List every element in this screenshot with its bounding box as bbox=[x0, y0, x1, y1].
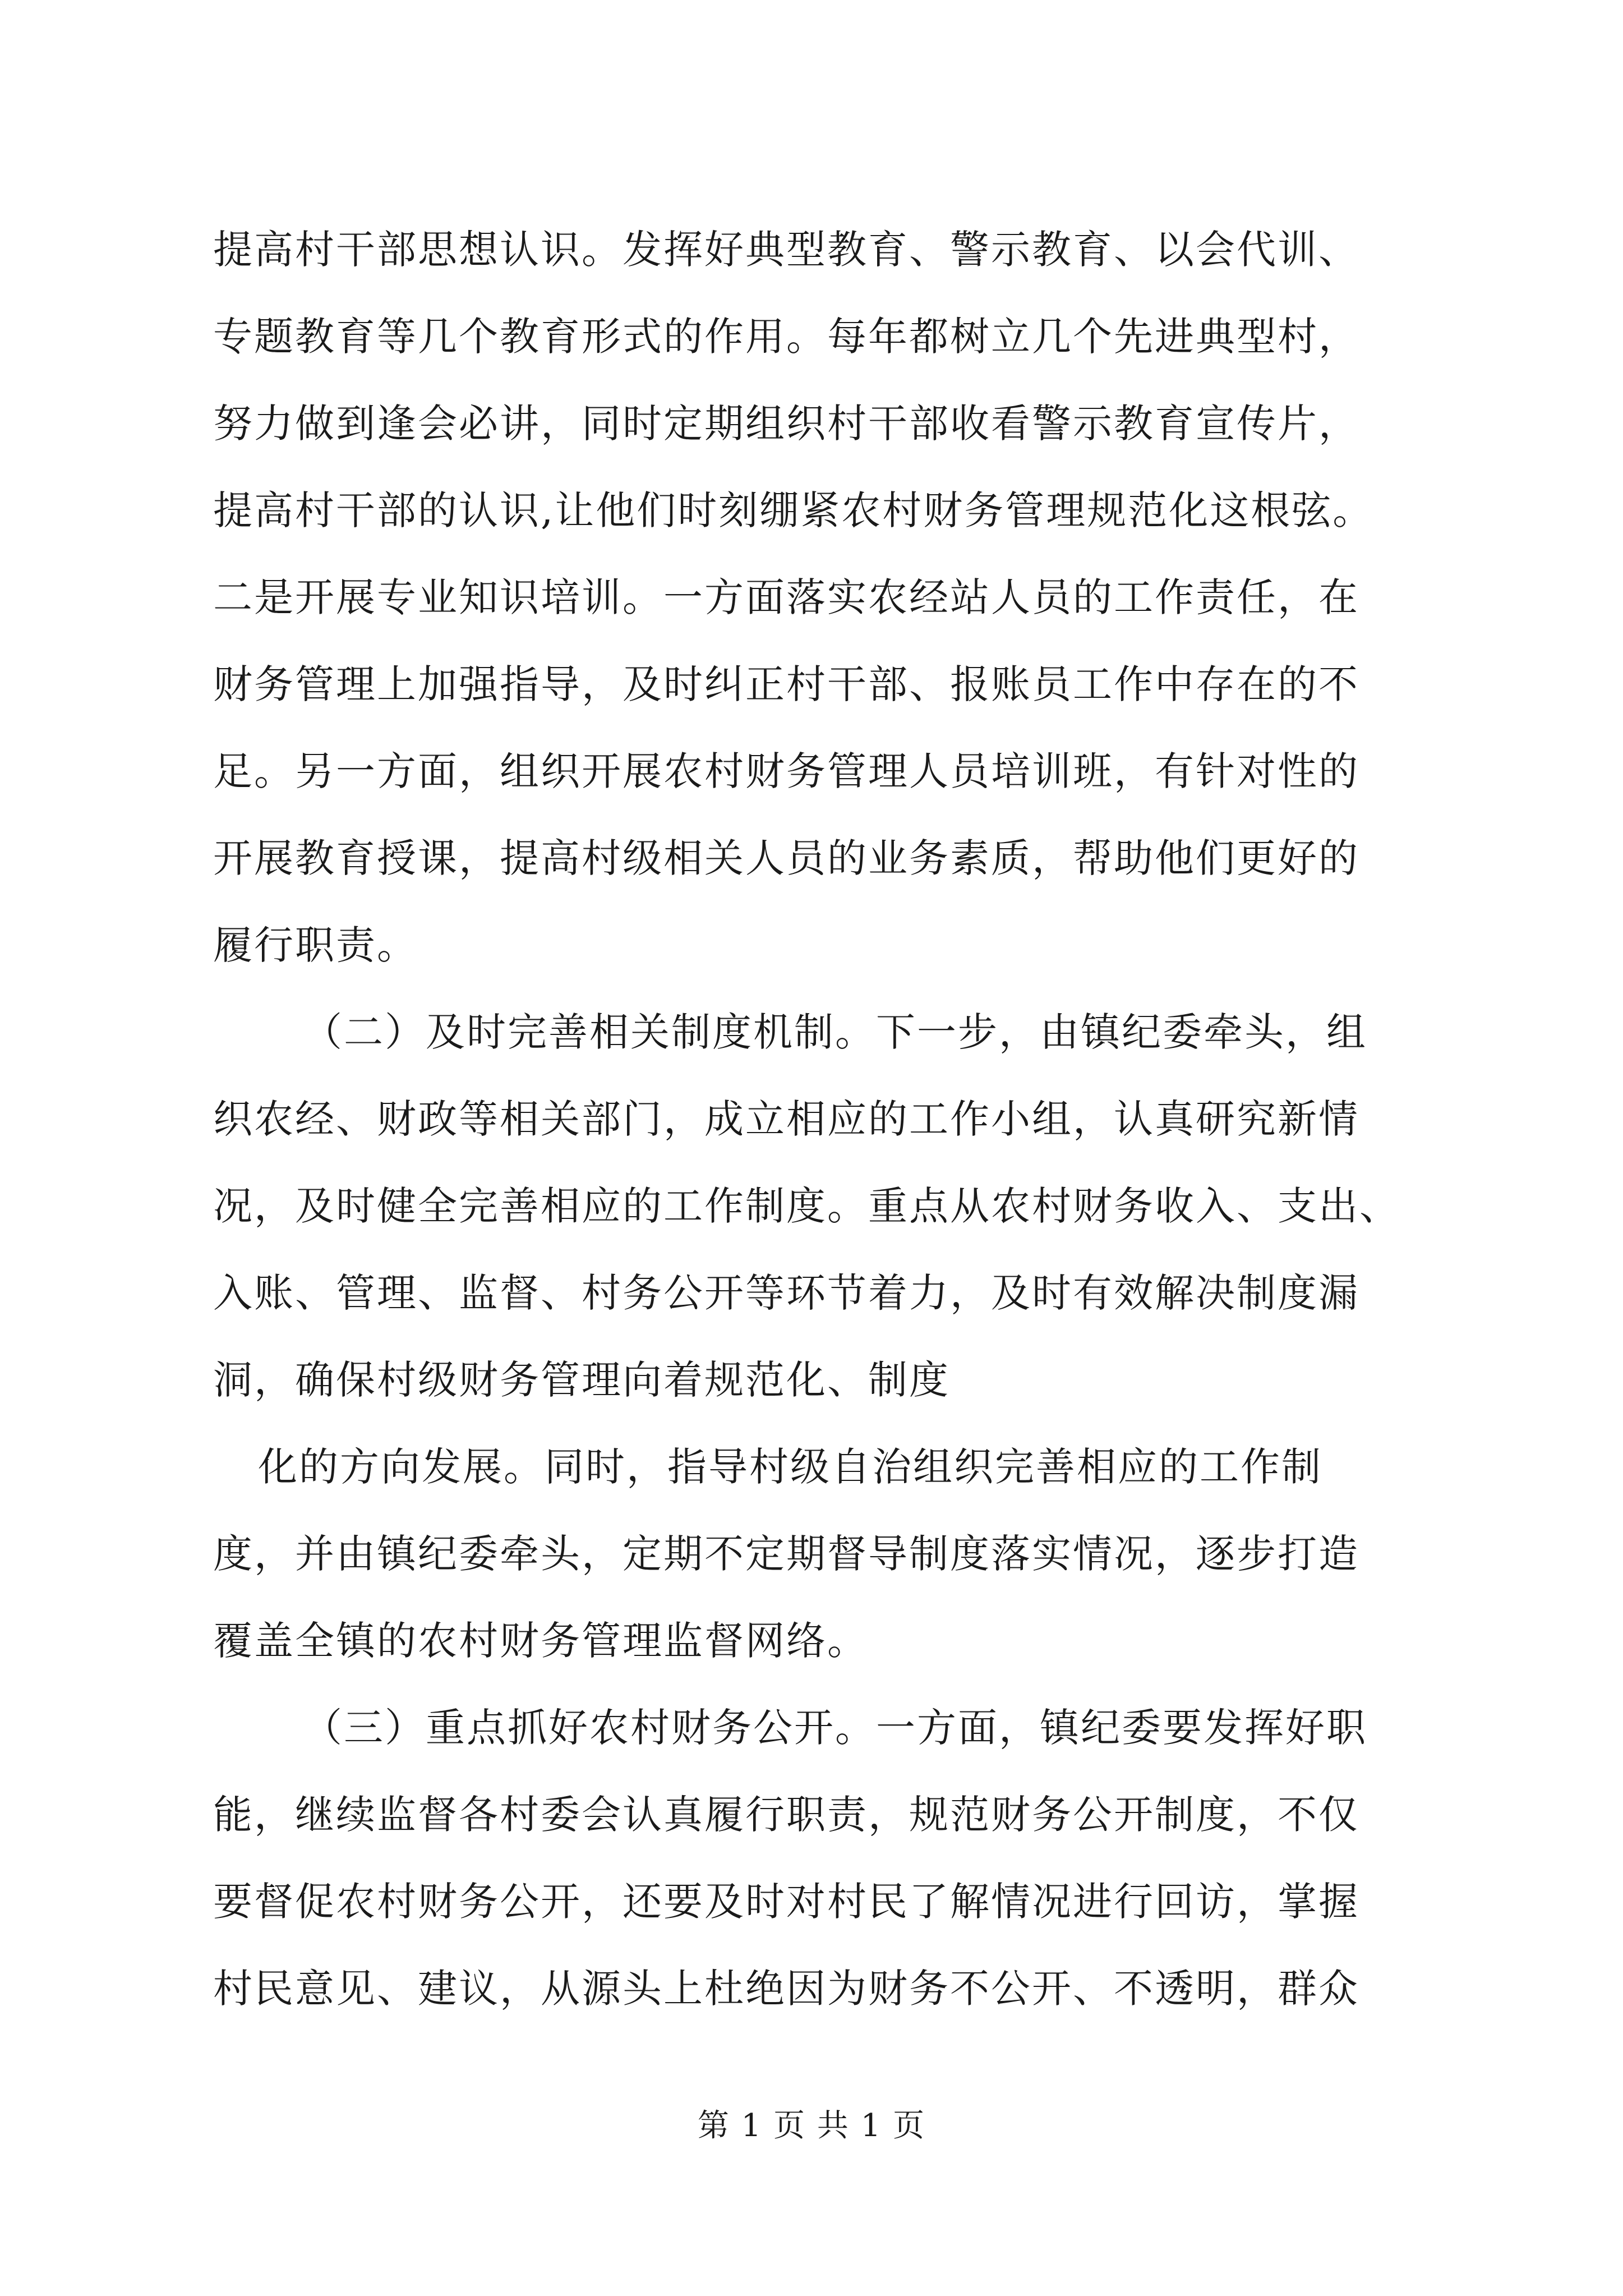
page-number-footer: 第 1 页 共 1 页 bbox=[697, 2108, 926, 2144]
text-line: 村民意见、建议，从源头上杜绝因为财务不公开、不透明，群众 bbox=[213, 1966, 1359, 2012]
text-line: 提高村干部的认识,让他们时刻绷紧农村财务管理规范化这根弦。 bbox=[213, 487, 1374, 533]
text-line: 履行职责。 bbox=[213, 922, 418, 968]
text-line: 况，及时健全完善相应的工作制度。重点从农村财务收入、支出、 bbox=[213, 1183, 1400, 1229]
text-line: 能，继续监督各村委会认真履行职责，规范财务公开制度，不仅 bbox=[213, 1792, 1359, 1838]
text-line: 度，并由镇纪委牵头，定期不定期督导制度落实情况，逐步打造 bbox=[213, 1531, 1359, 1577]
text-line: 入账、管理、监督、村务公开等环节着力，及时有效解决制度漏 bbox=[213, 1270, 1359, 1316]
text-line: 二是开展专业知识培训。一方面落实农经站人员的工作责任，在 bbox=[213, 574, 1359, 620]
text-line: 努力做到逢会必讲，同时定期组织村干部收看警示教育宣传片， bbox=[213, 401, 1359, 447]
text-line: 化的方向发展。同时，指导村级自治组织完善相应的工作制 bbox=[258, 1444, 1322, 1490]
section-heading-line: （二）及时完善相关制度机制。下一步，由镇纪委牵头，组 bbox=[303, 1009, 1367, 1055]
text-line: 开展教育授课，提高村级相关人员的业务素质，帮助他们更好的 bbox=[213, 835, 1359, 881]
section-heading-line: （三）重点抓好农村财务公开。一方面，镇纪委要发挥好职 bbox=[303, 1705, 1367, 1751]
text-line: 财务管理上加强指导，及时纠正村干部、报账员工作中存在的不 bbox=[213, 661, 1359, 707]
text-line: 洞，确保村级财务管理向着规范化、制度 bbox=[213, 1357, 950, 1403]
text-line: 织农经、财政等相关部门，成立相应的工作小组，认真研究新情 bbox=[213, 1096, 1359, 1142]
text-line: 足。另一方面，组织开展农村财务管理人员培训班，有针对性的 bbox=[213, 748, 1359, 794]
text-line: 专题教育等几个教育形式的作用。每年都树立几个先进典型村， bbox=[213, 314, 1359, 360]
text-line: 覆盖全镇的农村财务管理监督网络。 bbox=[213, 1618, 868, 1664]
text-line: 提高村干部思想认识。发挥好典型教育、警示教育、以会代训、 bbox=[213, 227, 1359, 273]
text-line: 要督促农村财务公开，还要及时对村民了解情况进行回访，掌握 bbox=[213, 1879, 1359, 1925]
